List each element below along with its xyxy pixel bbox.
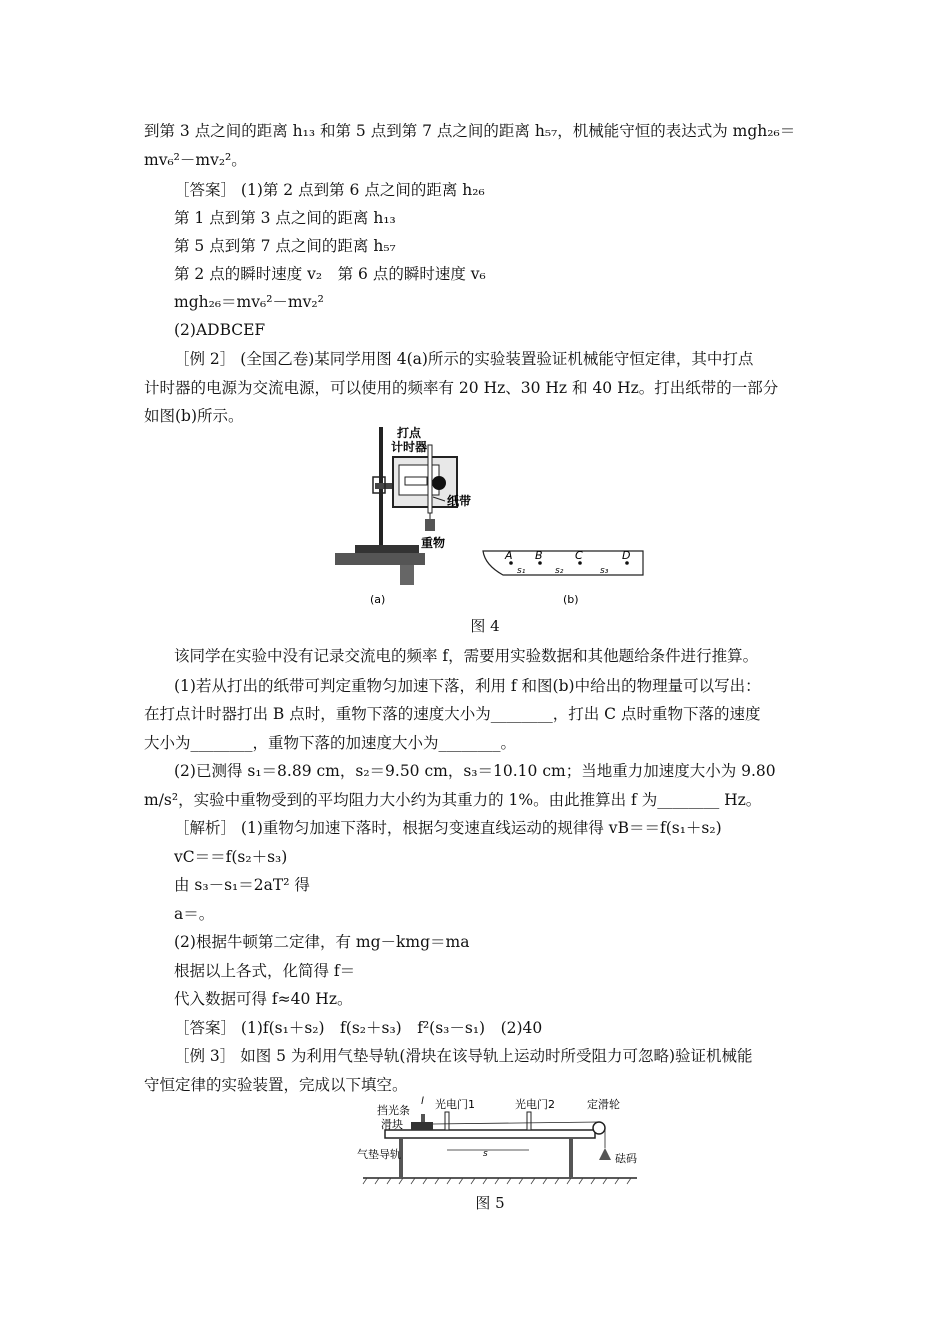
text-line: 到第 3 点之间的距离 h₁₃ 和第 5 点到第 7 点之间的距离 h₅₇，机械能守恒的表达式为 mgh₂₆＝ bbox=[144, 122, 796, 140]
label-weight: 重物 bbox=[421, 536, 446, 550]
text-line: 根据以上各式，化简得 f＝ bbox=[174, 962, 356, 980]
text-line: a＝。 bbox=[174, 905, 215, 923]
text-line: 第 5 点到第 7 点之间的距离 h₅₇ bbox=[174, 237, 396, 255]
label-point-b: B bbox=[535, 549, 543, 562]
label-s: s bbox=[483, 1149, 488, 1159]
figure-5 bbox=[355, 1094, 645, 1186]
table-top bbox=[335, 553, 425, 565]
text-line: 如图(b)所示。 bbox=[144, 407, 244, 425]
slider bbox=[411, 1122, 433, 1130]
figure-5-caption: 图 5 bbox=[475, 1194, 505, 1212]
label-point-c: C bbox=[575, 549, 583, 562]
table-leg bbox=[400, 565, 414, 585]
text-line: (2)已测得 s₁＝8.89 cm，s₂＝9.50 cm，s₃＝10.10 cm；当地重力加速度大小为 9.80 bbox=[174, 762, 776, 780]
stand-base bbox=[355, 545, 419, 553]
photogate-2 bbox=[527, 1112, 531, 1130]
example-heading: ［例 2］ (全国乙卷)某同学用图 4(a)所示的实验装置验证机械能守恒定律，其中打点 bbox=[174, 350, 754, 368]
air-track bbox=[385, 1130, 595, 1138]
text-line: 第 2 点的瞬时速度 v₂ 第 6 点的瞬时速度 v₆ bbox=[174, 265, 486, 283]
subcaption-a: (a) bbox=[370, 593, 386, 606]
pulley bbox=[593, 1122, 605, 1134]
label-s1: s₁ bbox=[517, 566, 526, 576]
timer-disc bbox=[432, 476, 446, 490]
ground-hatch bbox=[363, 1178, 631, 1184]
text-line: 该同学在实验中没有记录交流电的频率 f，需要用实验数据和其他题给条件进行推算。 bbox=[174, 647, 759, 665]
label-point-d: D bbox=[622, 549, 631, 562]
answer-heading: ［答案］ (1)第 2 点到第 6 点之间的距离 h₂₆ bbox=[174, 181, 485, 199]
weight-hanger bbox=[599, 1148, 611, 1160]
figure-4-caption: 图 4 bbox=[470, 617, 500, 635]
text-line: 计时器的电源为交流电源，可以使用的频率有 20 Hz、30 Hz 和 40 Hz。打出纸带的一部分 bbox=[144, 379, 779, 397]
analysis-heading: ［解析］ (1)重物匀加速下落时，根据匀变速直线运动的规律得 vB＝＝f(s₁＋s₂) bbox=[174, 819, 722, 837]
label-s2: s₂ bbox=[555, 566, 564, 576]
label-weight: 砝码 bbox=[615, 1152, 637, 1165]
label-timer-1: 打点 bbox=[397, 426, 422, 440]
text-line: m/s²，实验中重物受到的平均阻力大小约为其重力的 1%。由此推算出 f 为________ Hz。 bbox=[144, 791, 762, 809]
paper-tape bbox=[428, 445, 432, 513]
label-s3: s₃ bbox=[600, 566, 609, 576]
text-line: mgh₂₆＝mv₆²－mv₂² bbox=[174, 293, 324, 311]
text-line: 在打点计时器打出 B 点时，重物下落的速度大小为________，打出 C 点时重物下落的速度 bbox=[144, 705, 761, 723]
rail-leg-right bbox=[569, 1138, 573, 1178]
label-l: l bbox=[421, 1096, 424, 1107]
text-line: 第 1 点到第 3 点之间的距离 h₁₃ bbox=[174, 209, 396, 227]
string bbox=[433, 1122, 599, 1124]
label-gate-2: 光电门2 bbox=[515, 1098, 555, 1111]
label-rail: 气垫导轨 bbox=[357, 1148, 401, 1161]
label-tape: 纸带 bbox=[447, 494, 472, 508]
answer-heading: ［答案］ (1)f(s₁＋s₂) f(s₂＋s₃) f²(s₃－s₁) (2)40 bbox=[174, 1019, 543, 1037]
text-line: 守恒定律的实验装置，完成以下填空。 bbox=[144, 1076, 408, 1094]
label-slider: 滑块 bbox=[381, 1118, 403, 1131]
text-line: (1)若从打出的纸带可判定重物匀加速下落，利用 f 和图(b)中给出的物理量可以写出： bbox=[174, 677, 761, 695]
label-gate-1: 光电门1 bbox=[435, 1098, 475, 1111]
timer-coil bbox=[405, 477, 427, 485]
text-line: 由 s₃－s₁＝2aT² 得 bbox=[174, 876, 310, 894]
figure-4 bbox=[335, 425, 655, 610]
example-heading: ［例 3］ 如图 5 为利用气垫导轨(滑块在该导轨上运动时所受阻力可忽略)验证机械能 bbox=[174, 1047, 753, 1065]
label-timer-2: 计时器 bbox=[391, 440, 428, 454]
label-point-a: A bbox=[505, 549, 513, 562]
text-line: mv₆²－mv₂²。 bbox=[144, 151, 247, 169]
text-line: 大小为________，重物下落的加速度大小为________。 bbox=[144, 734, 517, 752]
text-line: (2)ADBCEF bbox=[174, 321, 266, 339]
label-strip: 挡光条 bbox=[377, 1104, 410, 1117]
photogate-1 bbox=[445, 1112, 449, 1130]
text-line: vC＝＝f(s₂＋s₃) bbox=[174, 848, 288, 866]
text-line: 代入数据可得 f≈40 Hz。 bbox=[174, 990, 353, 1008]
weight bbox=[425, 519, 435, 531]
shading-strip bbox=[421, 1114, 425, 1122]
subcaption-b: (b) bbox=[563, 593, 579, 606]
text-line: (2)根据牛顿第二定律，有 mg－kmg＝ma bbox=[174, 933, 470, 951]
label-pulley: 定滑轮 bbox=[587, 1098, 620, 1111]
